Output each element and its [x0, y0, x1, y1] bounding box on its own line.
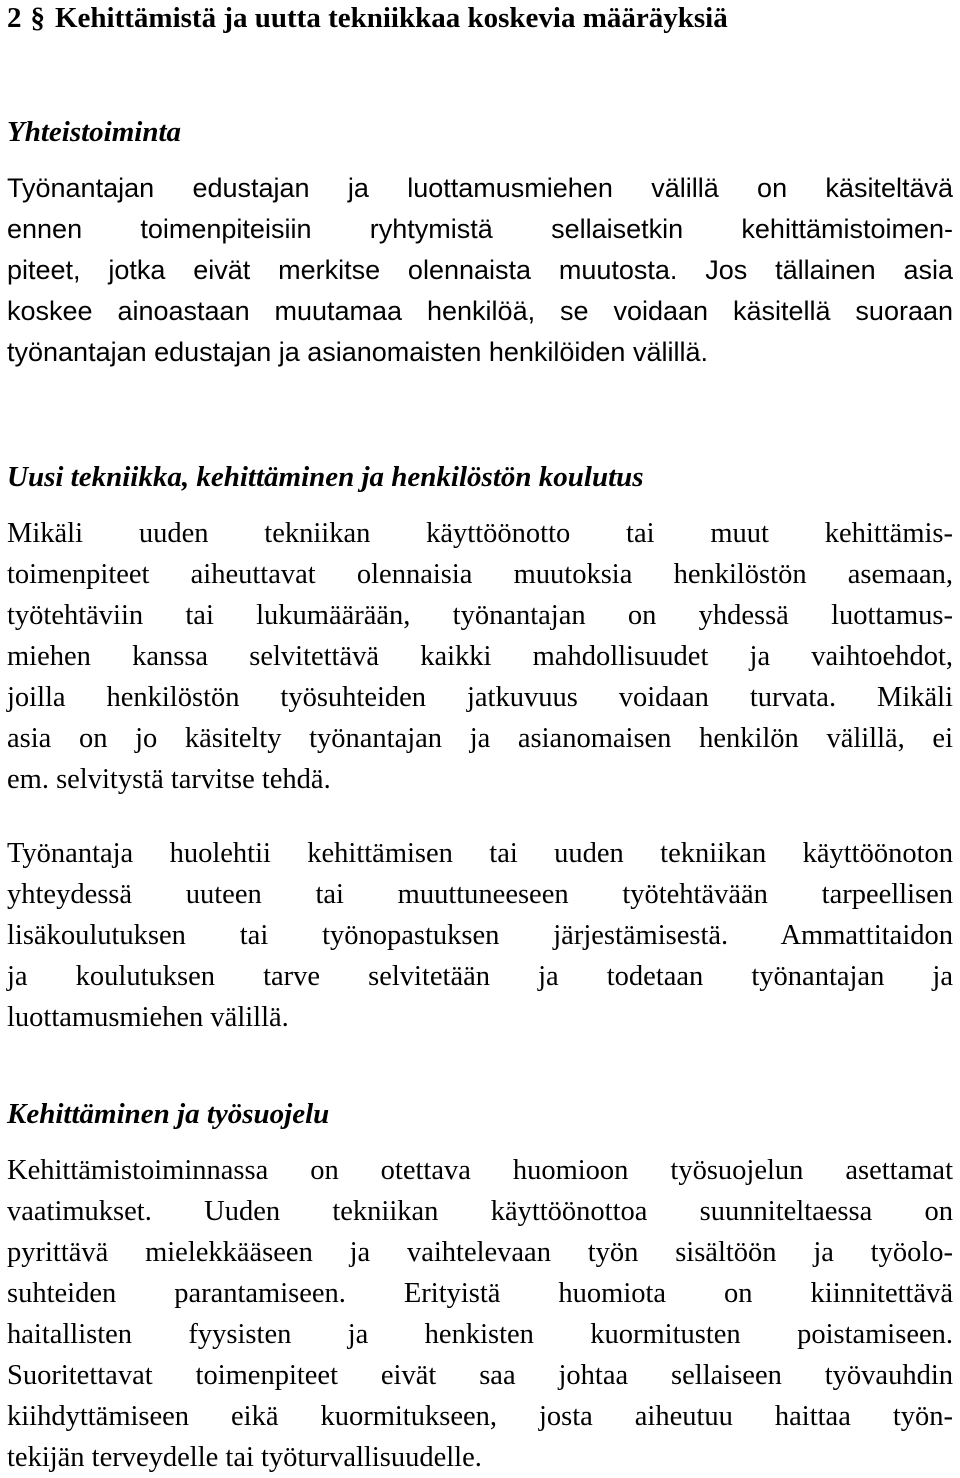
paragraph-line: em. selvitystä tarvitse tehdä. [7, 764, 331, 795]
paragraph-uusi-tekniikka-1 [7, 513, 953, 800]
section-number: 2 [7, 2, 22, 34]
paragraph-line: miehen kanssa selvitettävä kaikki mahdollisuudet ja vaihtoehdot, [7, 641, 953, 672]
paragraph-line: luottamusmiehen välillä. [7, 1002, 289, 1033]
paragraph-line: asia on jo käsitelty työnantajan ja asianomaisen henkilön välillä, ei [7, 723, 953, 754]
paragraph-uusi-tekniikka-2 [7, 833, 953, 1038]
paragraph-line: piteet, jotka eivät merkitse olennaista muutosta. Jos tällainen asia [7, 255, 953, 285]
paragraph-line: joilla henkilöstön työsuhteiden jatkuvuus voidaan turvata. Mikäli [7, 682, 953, 713]
paragraph-line: ja koulutuksen tarve selvitetään ja todetaan työnantajan ja [7, 961, 953, 992]
paragraph-line: suhteiden parantamiseen. Erityistä huomiota on kiinnitettävä [7, 1278, 953, 1309]
paragraph-line: Työnantaja huolehtii kehittämisen tai uuden tekniikan käyttöönoton [7, 838, 953, 869]
section-heading-kehittaminen-ja-tyosuojelu: Kehittäminen ja työsuojelu [7, 1098, 330, 1130]
paragraph-line: Mikäli uuden tekniikan käyttöönotto tai muut kehittämis- [7, 518, 953, 549]
paragraph-line: yhteydessä uuteen tai muuttuneeseen työtehtävään tarpeellisen [7, 879, 953, 910]
paragraph-kehittaminen-ja-tyosuojelu [7, 1150, 953, 1478]
paragraph-line: lisäkoulutuksen tai työnopastuksen järjestämisestä. Ammattitaidon [7, 920, 953, 951]
paragraph-line: Suoritettavat toimenpiteet eivät saa johtaa sellaiseen työvauhdin [7, 1360, 953, 1391]
section-heading-uusi-tekniikka: Uusi tekniikka, kehittäminen ja henkilöstön koulutus [7, 461, 644, 493]
document-title [7, 0, 728, 38]
paragraph-line: tekijän terveydelle tai työturvallisuudelle. [7, 1442, 482, 1473]
paragraph-line: toimenpiteet aiheuttavat olennaisia muutoksia henkilöstön asemaan, [7, 559, 953, 590]
paragraph-line: työtehtäviin tai lukumäärään, työnantajan on yhdessä luottamus- [7, 600, 953, 631]
paragraph-line: koskee ainoastaan muutamaa henkilöä, se voidaan käsitellä suoraan [7, 296, 953, 326]
paragraph-line: pyrittävä mielekkääseen ja vaihtelevaan työn sisältöön ja työolo- [7, 1237, 953, 1268]
section-mark: § [30, 2, 45, 34]
section-heading-yhteistoiminta: Yhteistoiminta [7, 116, 182, 148]
paragraph-line: työnantajan edustajan ja asianomaisten henkilöiden välillä. [7, 337, 708, 367]
paragraph-line: Työnantajan edustajan ja luottamusmiehen välillä on käsiteltävä [7, 173, 953, 203]
title-text: Kehittämistä ja uutta tekniikkaa koskevia määräyksiä [55, 2, 728, 34]
paragraph-line: ennen toimenpiteisiin ryhtymistä sellaisetkin kehittämistoimen- [7, 214, 953, 244]
paragraph-yhteistoiminta [7, 168, 953, 373]
paragraph-line: vaatimukset. Uuden tekniikan käyttöönottoa suunniteltaessa on [7, 1196, 953, 1227]
paragraph-line: Kehittämistoiminnassa on otettava huomioon työsuojelun asettamat [7, 1155, 953, 1186]
paragraph-line: haitallisten fyysisten ja henkisten kuormitusten poistamiseen. [7, 1319, 953, 1350]
paragraph-line: kiihdyttämiseen eikä kuormitukseen, josta aiheutuu haittaa työn- [7, 1401, 953, 1432]
